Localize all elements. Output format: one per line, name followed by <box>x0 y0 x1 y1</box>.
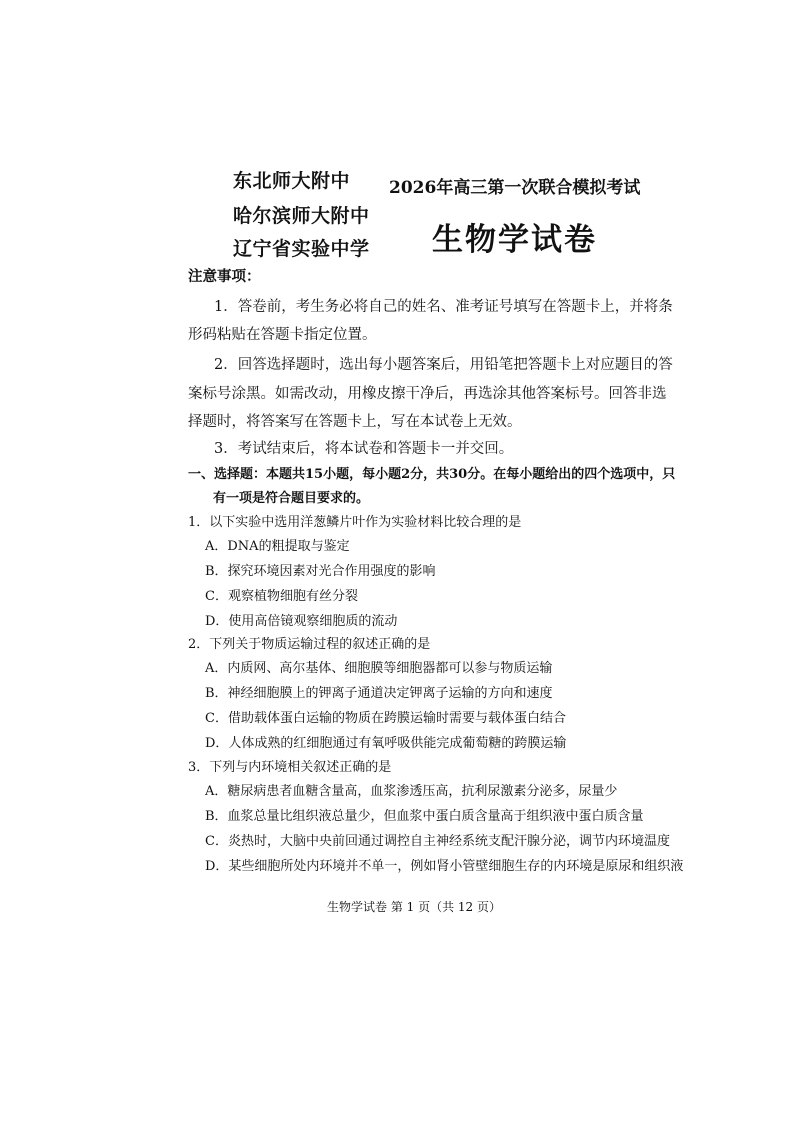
question-2-option-a: A．内质网、高尔基体、细胞膜等细胞器都可以参与物质运输 <box>205 661 553 676</box>
question-1-option-b: B．探究环境因素对光合作用强度的影响 <box>205 564 436 579</box>
notice-item-3-line-1: 3．考试结束后，将本试卷和答题卡一并交回。 <box>214 441 514 457</box>
school-name-3: 辽宁省实验中学 <box>233 238 370 260</box>
subject-title: 生物学试卷 <box>432 222 597 258</box>
question-3-option-b: B．血浆总量比组织液总量少，但血浆中蛋白质含量高于组织液中蛋白质含量 <box>205 809 644 824</box>
question-3-option-d: D．某些细胞所处内环境并不单一，例如肾小管壁细胞生存的内环境是原尿和组织液 <box>205 859 684 874</box>
question-1-option-a: A．DNA的粗提取与鉴定 <box>205 539 350 554</box>
question-1-option-d: D．使用高倍镜观察细胞质的流动 <box>205 614 398 629</box>
notice-item-2-line-1: 2．回答选择题时，选出每小题答案后，用铅笔把答题卡上对应题目的答 <box>214 357 673 373</box>
school-name-1: 东北师大附中 <box>233 170 351 192</box>
notice-item-1-line-1: 1．答卷前，考生务必将自己的姓名、准考证号填写在答题卡上，并将条 <box>214 299 673 315</box>
section-1-heading-line-2: 有一项是符合题目要求的。 <box>213 491 370 506</box>
question-1-stem: 1．以下实验中选用洋葱鳞片叶作为实验材料比较合理的是 <box>188 515 522 530</box>
notice-item-2-line-3: 择题时，将答案写在答题卡上，写在本试卷上无效。 <box>188 414 522 430</box>
question-2-option-d: D．人体成熟的红细胞通过有氧呼吸供能完成葡萄糖的跨膜运输 <box>205 736 567 751</box>
question-1-option-c: C．观察植物细胞有丝分裂 <box>205 589 358 604</box>
question-3-option-c: C．炎热时，大脑中央前回通过调控自主神经系统支配汗腺分泌，调节内环境温度 <box>205 834 670 849</box>
notice-heading: 注意事项： <box>188 268 261 285</box>
question-2-option-b: B．神经细胞膜上的钾离子通道决定钾离子运输的方向和速度 <box>205 686 553 701</box>
notice-item-2-line-2: 案标号涂黑。如需改动，用橡皮擦干净后，再选涂其他答案标号。回答非选 <box>188 386 667 402</box>
question-2-stem: 2．下列关于物质运输过程的叙述正确的是 <box>188 637 431 652</box>
school-name-2: 哈尔滨师大附中 <box>233 205 370 227</box>
question-2-option-c: C．借助载体蛋白运输的物质在跨膜运输时需要与载体蛋白结合 <box>205 711 566 726</box>
question-3-stem: 3．下列与内环境相关叙述正确的是 <box>188 760 392 775</box>
section-1-heading-line-1: 一、选择题：本题共15小题，每小题2分，共30分。在每小题给出的四个选项中，只 <box>188 467 676 482</box>
exam-title: 2026年高三第一次联合模拟考试 <box>389 178 641 198</box>
question-3-option-a: A．糖尿病患者血糖含量高，血浆渗透压高，抗利尿激素分泌多，尿量少 <box>205 784 618 799</box>
page-footer: 生物学试卷 第 1 页（共 12 页） <box>327 900 501 914</box>
notice-item-1-line-2: 形码粘贴在答题卡指定位置。 <box>188 327 377 343</box>
